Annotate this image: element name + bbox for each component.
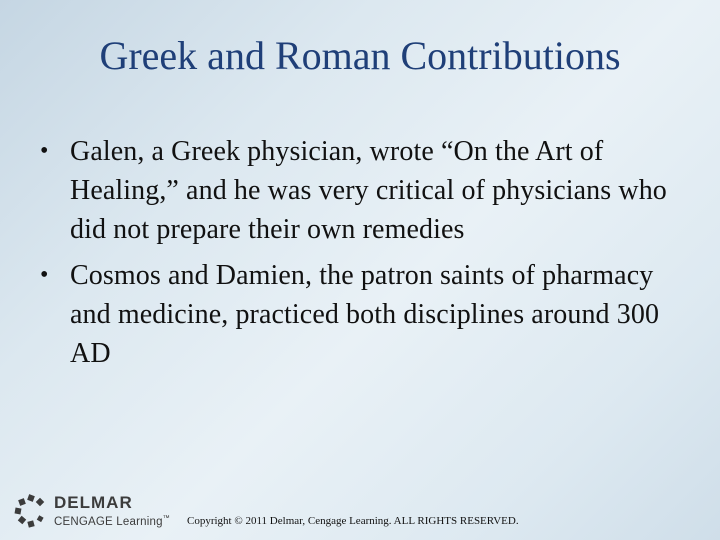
bullet-list — [40, 132, 700, 373]
bullet-text-cosmos: Cosmos and Damien, the patron saints of pharmacy and medicine, practiced both disciplines around 300 AD — [70, 260, 660, 369]
logo-trademark: ™ — [162, 515, 170, 522]
bullet-text-galen: Galen, a Greek physician, wrote “On the Art of Healing,” and he was very critical of physicians who did not prepare their own remedies — [70, 136, 667, 245]
bullet-item-galen — [40, 132, 700, 249]
logo-text — [54, 494, 170, 529]
logo-subtitle — [54, 512, 170, 529]
logo-subtitle-text: CENGAGE Learning — [54, 515, 163, 528]
bullet-dot-icon: • — [40, 138, 49, 164]
bullet-item-cosmos — [40, 256, 700, 373]
delmar-cengage-logo — [14, 494, 170, 529]
copyright-notice: Copyright © 2011 Delmar, Cengage Learning. ALL RIGHTS RESERVED. — [187, 515, 519, 527]
delmar-logo-mark-icon — [14, 494, 48, 528]
slide-title: Greek and Roman Contributions — [99, 33, 621, 78]
logo-brand-name: DELMAR — [54, 493, 133, 512]
bullet-dot-icon: • — [40, 262, 49, 288]
